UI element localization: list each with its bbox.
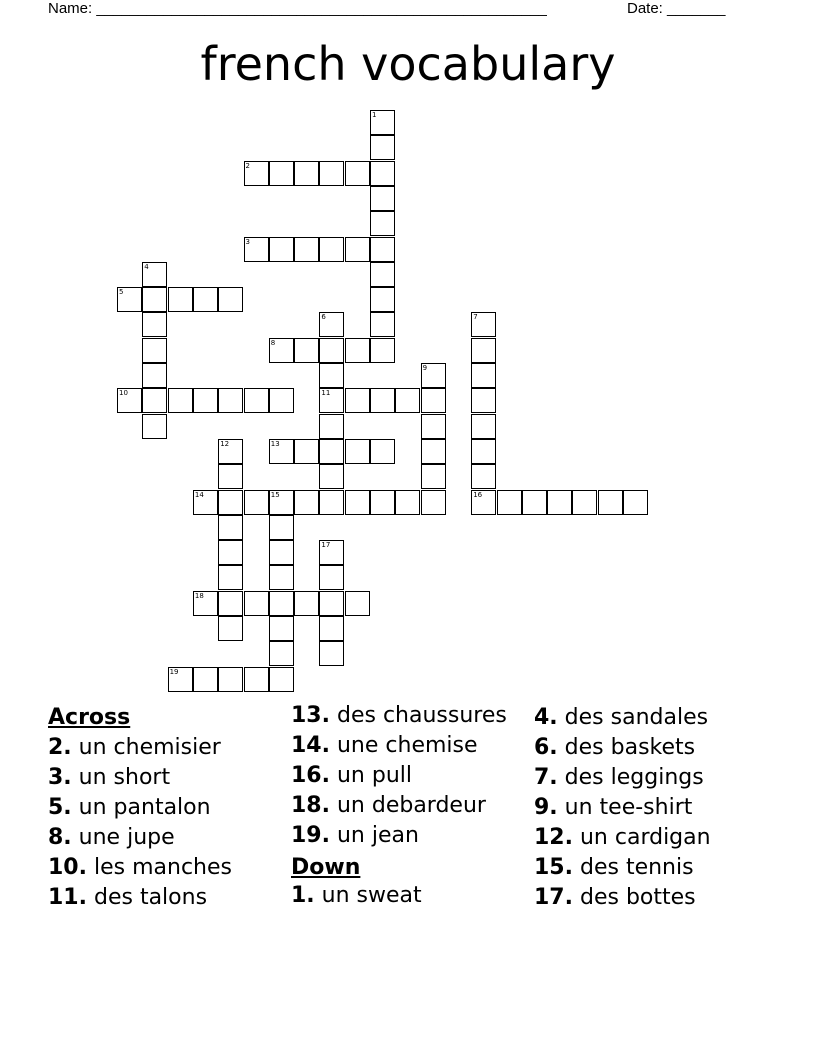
crossword-cell	[142, 388, 167, 413]
crossword-cell	[319, 464, 344, 489]
crossword-cell	[218, 667, 243, 692]
crossword-cell	[218, 540, 243, 565]
crossword-cell	[370, 262, 395, 287]
cell-number: 15	[270, 490, 280, 499]
crossword-cell	[319, 237, 344, 262]
crossword-cell	[168, 667, 193, 692]
crossword-cell	[244, 388, 269, 413]
crossword-cell	[269, 540, 294, 565]
crossword-cell	[471, 312, 496, 337]
crossword-cell	[319, 363, 344, 388]
crossword-cell	[193, 667, 218, 692]
crossword-cell	[244, 237, 269, 262]
crossword-cell	[370, 211, 395, 236]
crossword-cell	[319, 591, 344, 616]
clue-column-3	[534, 703, 774, 913]
clue-text: une jupe	[78, 825, 175, 850]
crossword-cell	[193, 287, 218, 312]
crossword-cell	[193, 591, 218, 616]
clue-number: 1.	[291, 883, 315, 908]
cell-number: 3	[245, 237, 250, 246]
crossword-cell	[269, 490, 294, 515]
crossword-cell	[345, 338, 370, 363]
crossword-cell	[269, 388, 294, 413]
clue-text: un short	[78, 765, 171, 790]
clue-text: les manches	[93, 855, 232, 880]
crossword-cell	[319, 439, 344, 464]
crossword-cell	[168, 287, 193, 312]
clue-across-8	[48, 823, 288, 853]
crossword-cell	[269, 591, 294, 616]
crossword-cell	[319, 616, 344, 641]
clue-down-1	[291, 883, 523, 909]
clue-text: un pull	[336, 763, 412, 788]
crossword-cell	[319, 414, 344, 439]
clue-down-7	[534, 763, 774, 793]
crossword-cell	[572, 490, 597, 515]
crossword-cell	[269, 667, 294, 692]
crossword-cell	[421, 464, 446, 489]
crossword-cell	[218, 515, 243, 540]
crossword-cell	[471, 363, 496, 388]
down-heading: Down	[291, 855, 361, 880]
clue-number: 16.	[291, 763, 330, 788]
clue-down-17	[534, 883, 774, 913]
crossword-cell	[370, 439, 395, 464]
crossword-cell	[193, 388, 218, 413]
cell-number: 9	[422, 364, 428, 372]
crossword-cell	[370, 287, 395, 312]
clue-text: un debardeur	[336, 793, 486, 818]
crossword-cell	[522, 490, 547, 515]
crossword-cell	[218, 565, 243, 590]
clue-down-9	[534, 793, 774, 823]
clue-number: 9.	[534, 795, 558, 820]
crossword-cell	[319, 490, 344, 515]
clue-down-6	[534, 733, 774, 763]
clue-number: 19.	[291, 823, 330, 848]
crossword-cell	[218, 388, 243, 413]
crossword-cell	[345, 439, 370, 464]
crossword-cell	[218, 439, 243, 464]
crossword-cell	[471, 490, 496, 515]
clue-number: 18.	[291, 793, 330, 818]
crossword-cell	[598, 490, 623, 515]
cell-number: 7	[473, 313, 478, 322]
crossword-cell	[117, 388, 142, 413]
clue-text: des bottes	[579, 885, 696, 910]
clue-number: 15.	[534, 855, 573, 880]
crossword-cell	[244, 161, 269, 186]
crossword-cell	[269, 616, 294, 641]
crossword-cell	[294, 490, 319, 515]
date-field: Date: _______	[627, 0, 726, 17]
crossword-cell	[471, 439, 496, 464]
crossword-cell	[319, 388, 344, 413]
crossword-cell	[319, 565, 344, 590]
clue-number: 8.	[48, 825, 72, 850]
crossword-cell	[142, 262, 167, 287]
cell-number: 5	[119, 288, 124, 297]
crossword-cell	[193, 490, 218, 515]
name-field: Name: ______________________________________________________	[48, 0, 547, 17]
crossword-cell	[294, 439, 319, 464]
clue-number: 12.	[534, 825, 573, 850]
crossword-cell	[370, 161, 395, 186]
crossword-cell	[218, 616, 243, 641]
crossword-cell	[345, 388, 370, 413]
cell-number: 16	[473, 490, 483, 499]
crossword-cell	[294, 161, 319, 186]
cell-number: 11	[321, 389, 331, 398]
cell-number: 10	[119, 389, 128, 398]
clue-across-2	[48, 733, 288, 763]
crossword-cell	[370, 186, 395, 211]
crossword-cell	[421, 490, 446, 515]
clue-number: 7.	[534, 765, 558, 790]
clue-text: des talons	[93, 885, 208, 910]
clue-number: 17.	[534, 885, 573, 910]
crossword-cell	[370, 135, 395, 160]
crossword-cell	[269, 439, 294, 464]
crossword-cell	[294, 591, 319, 616]
page-title: french vocabulary	[200, 37, 616, 91]
clue-down-12	[534, 823, 774, 853]
across-heading: Across	[48, 705, 131, 730]
clue-text: un chemisier	[78, 735, 221, 760]
crossword-cell	[370, 110, 395, 135]
crossword-cell	[471, 388, 496, 413]
cell-number: 17	[321, 541, 331, 550]
crossword-cell	[269, 641, 294, 666]
clue-text: des baskets	[564, 735, 696, 760]
crossword-cell	[142, 414, 167, 439]
clue-text: des leggings	[564, 765, 704, 790]
crossword-cell	[370, 237, 395, 262]
crossword-cell	[547, 490, 572, 515]
crossword-cell	[319, 161, 344, 186]
crossword-cell	[244, 591, 269, 616]
crossword-cell	[142, 312, 167, 337]
clue-across-3	[48, 763, 288, 793]
clue-across-14	[291, 733, 523, 759]
clue-number: 5.	[48, 795, 72, 820]
crossword-cell	[269, 161, 294, 186]
cell-number: 1	[372, 111, 377, 119]
crossword-cell	[218, 591, 243, 616]
clue-across-5	[48, 793, 288, 823]
crossword-cell	[269, 565, 294, 590]
crossword-cell	[395, 388, 420, 413]
cell-number: 8	[270, 338, 276, 347]
clue-down-15	[534, 853, 774, 883]
crossword-cell	[269, 237, 294, 262]
clue-number: 2.	[48, 735, 72, 760]
crossword-cell	[218, 464, 243, 489]
clue-across-13	[291, 703, 523, 729]
crossword-cell	[117, 287, 142, 312]
clue-number: 14.	[291, 733, 330, 758]
crossword-cell	[319, 641, 344, 666]
clue-number: 3.	[48, 765, 72, 790]
cell-number: 13	[270, 439, 280, 448]
cell-number: 19	[169, 667, 179, 676]
clue-text: une chemise	[336, 733, 478, 758]
crossword-cell	[319, 312, 344, 337]
crossword-cell	[218, 287, 243, 312]
crossword-cell	[497, 490, 522, 515]
clue-text: des sandales	[564, 705, 709, 730]
crossword-cell	[294, 338, 319, 363]
crossword-cell	[218, 490, 243, 515]
crossword-cell	[269, 338, 294, 363]
crossword-cell	[345, 490, 370, 515]
clue-text: des tennis	[579, 855, 694, 880]
crossword-cell	[269, 515, 294, 540]
crossword-cell	[471, 414, 496, 439]
crossword-cell	[471, 338, 496, 363]
crossword-cell	[142, 338, 167, 363]
crossword-cell	[421, 388, 446, 413]
crossword-cell	[421, 363, 446, 388]
clue-text: des chaussures	[336, 703, 507, 728]
cell-number: 18	[194, 591, 204, 600]
crossword-cell	[244, 490, 269, 515]
crossword-cell	[370, 490, 395, 515]
crossword-cell	[345, 161, 370, 186]
cell-number: 6	[321, 313, 326, 322]
crossword-cell	[370, 388, 395, 413]
cell-number: 4	[144, 262, 149, 271]
crossword-cell	[168, 388, 193, 413]
clue-across-11	[48, 883, 288, 913]
clue-number: 4.	[534, 705, 558, 730]
clue-number: 6.	[534, 735, 558, 760]
crossword-cell	[142, 287, 167, 312]
crossword-cell	[395, 490, 420, 515]
crossword-cell	[370, 312, 395, 337]
crossword-cell	[319, 338, 344, 363]
clue-across-19	[291, 823, 523, 849]
crossword-cell	[345, 237, 370, 262]
clue-number: 10.	[48, 855, 87, 880]
cell-number: 12	[220, 439, 230, 448]
crossword-cell	[319, 540, 344, 565]
clue-across-16	[291, 763, 523, 789]
crossword-cell	[244, 667, 269, 692]
crossword-cell	[623, 490, 648, 515]
crossword-cell	[471, 464, 496, 489]
crossword-cell	[142, 363, 167, 388]
cell-number: 2	[245, 161, 250, 170]
clue-across-18	[291, 793, 523, 819]
clue-text: un cardigan	[579, 825, 711, 850]
clue-number: 11.	[48, 885, 87, 910]
crossword-cell	[421, 439, 446, 464]
clue-number: 13.	[291, 703, 330, 728]
clue-text: un pantalon	[78, 795, 211, 820]
crossword-cell	[421, 414, 446, 439]
clue-column-2	[291, 703, 523, 913]
clue-across-10	[48, 853, 288, 883]
clue-column-1	[48, 703, 288, 913]
clue-text: un jean	[336, 823, 419, 848]
crossword-cell	[345, 591, 370, 616]
cell-number: 14	[194, 490, 204, 499]
crossword-cell	[370, 338, 395, 363]
clue-down-4	[534, 703, 774, 733]
clue-text: un tee-shirt	[564, 795, 693, 820]
crossword-cell	[294, 237, 319, 262]
clue-text: un sweat	[321, 883, 422, 908]
